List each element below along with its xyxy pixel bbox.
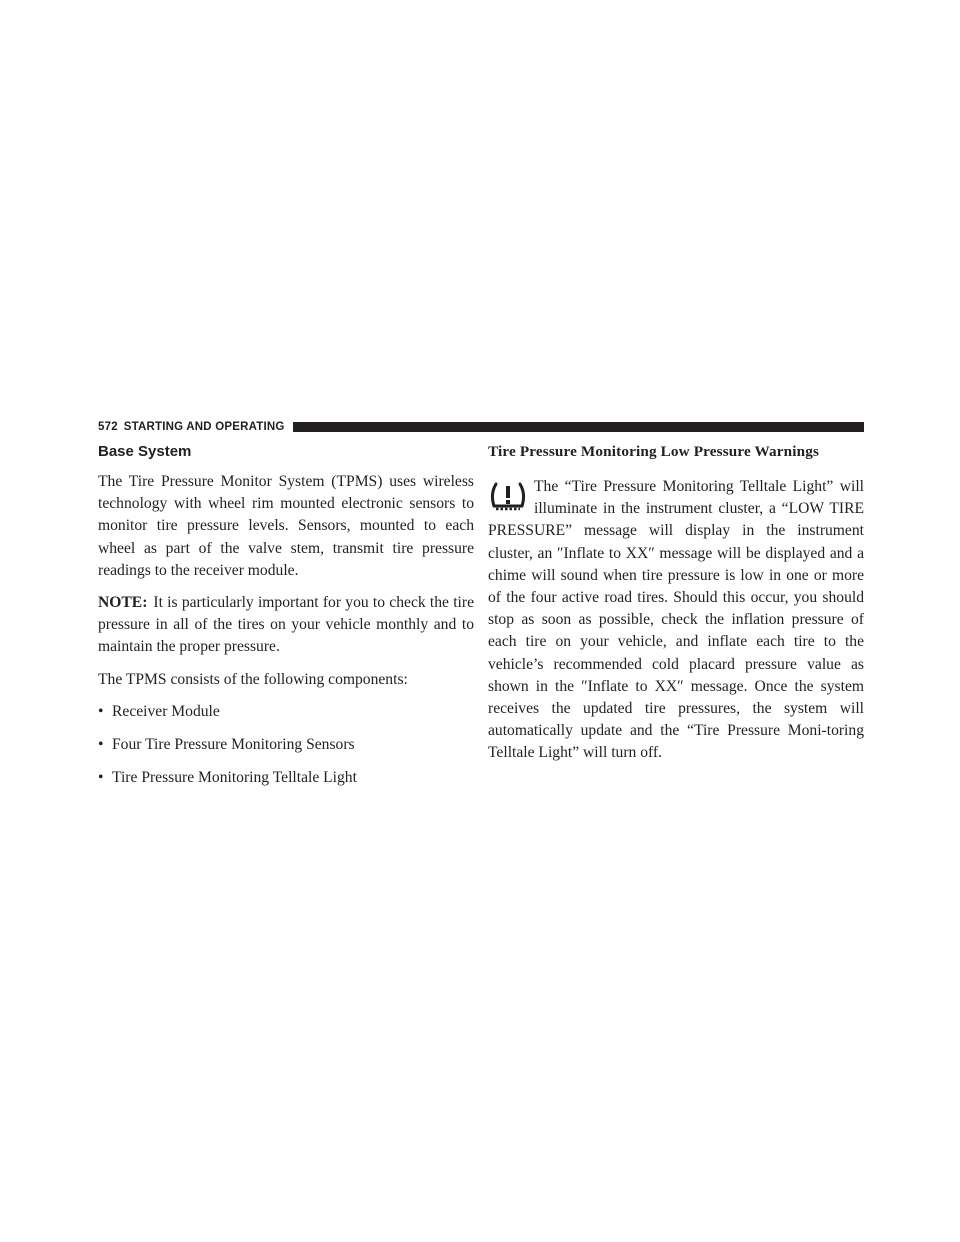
left-column — [98, 440, 474, 800]
note-label: NOTE: — [98, 594, 148, 612]
bullet-glyph: • — [98, 736, 104, 754]
list-item-text: Receiver Module — [112, 702, 220, 720]
bullet-glyph: • — [98, 702, 104, 720]
base-system-heading: Base System — [98, 443, 192, 460]
section-title: STARTING AND OPERATING — [123, 421, 285, 433]
low-pressure-warnings-heading: Tire Pressure Monitoring Low Pressure Warnings — [488, 443, 820, 460]
list-item-text: Tire Pressure Monitoring Telltale Light — [112, 769, 357, 787]
list-item — [98, 767, 474, 789]
list-item — [98, 734, 474, 756]
note-text: It is particularly important for you to check the tire pressure in all of the tires on your vehicle monthly and to maintain the proper pressure. — [98, 594, 474, 656]
note-paragraph — [98, 592, 474, 659]
list-item-text: Four Tire Pressure Monitoring Sensors — [112, 736, 355, 754]
bullet-glyph: • — [98, 769, 104, 787]
tpms-intro-paragraph: The Tire Pressure Monitor System (TPMS) uses wireless technology with wheel rim mounted electronic sensors to monitor tire pressure levels. Sensors, mounted to each wheel as part of the valve stem, transmit tire pressure readings to the receiver module. — [98, 473, 474, 579]
right-column — [488, 440, 864, 775]
warning-block — [488, 476, 864, 765]
running-header — [98, 418, 864, 436]
tpms-telltale-icon — [488, 480, 528, 516]
components-intro: The TPMS consists of the following components: — [98, 670, 408, 688]
low-pressure-warning-paragraph: The “Tire Pressure Monitoring Telltale Light” will illuminate in the instrument cluster, a “LOW TIRE PRESSURE” message will display in the instrument cluster, an ″Inflate to XX″ message will be displayed and a chime will sound when tire pressure is low in one or more of the four active road tires. Should this occur, you should stop as soon as possible, check the inflation pressure of each tire on your vehicle, and inflate each tire to the vehicle’s recommended cold placard pressure value as shown in the ″Inflate to XX″ message. Once the system receives the updated tire pressures, the system will automatically update and the “Tire Pressure Moni-toring Telltale Light” will turn off. — [488, 478, 864, 762]
header-rule — [293, 422, 864, 432]
list-item — [98, 701, 474, 723]
page-number: 572 — [98, 421, 118, 433]
